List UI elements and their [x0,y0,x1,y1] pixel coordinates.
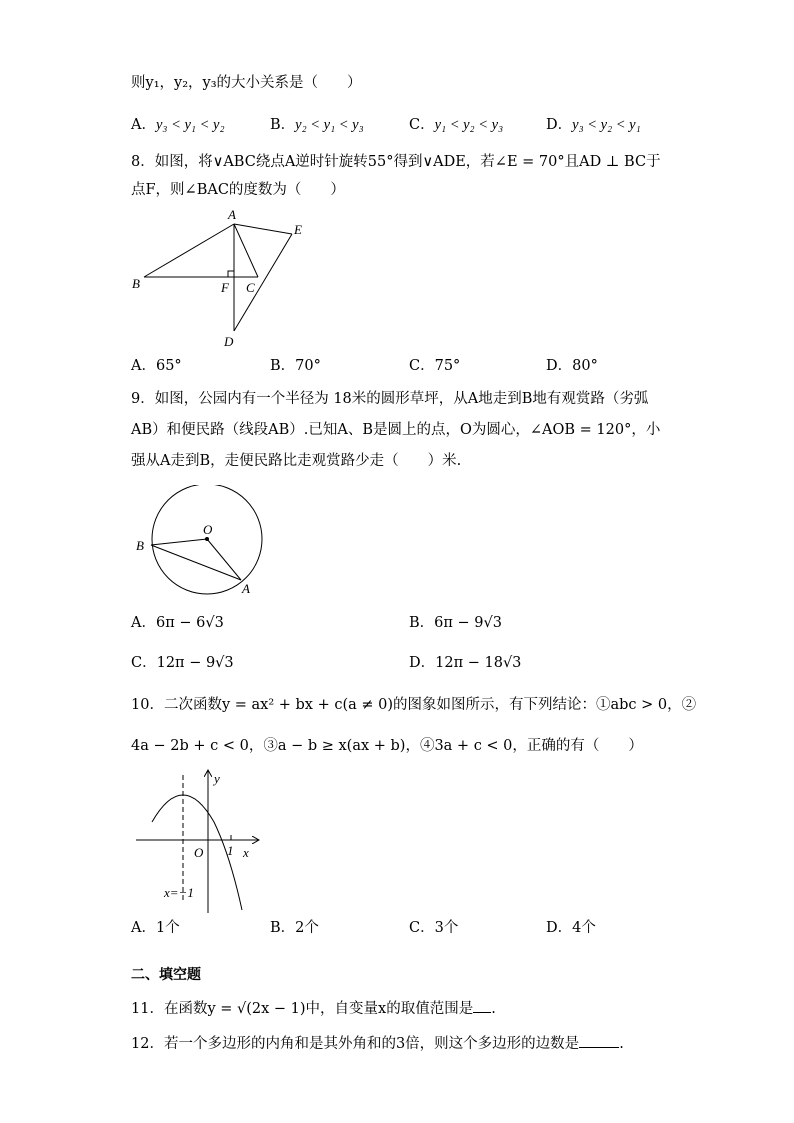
q9-option-b[interactable] [409,613,502,633]
q7-option-c[interactable] [409,115,503,135]
q10-label-x: x [243,845,249,860]
q8-segment-de [234,234,292,331]
q10-option-c[interactable] [409,918,458,938]
q7-option-d-label: D． [546,117,573,133]
q12-line [131,1033,624,1054]
q9-option-b-label: B． [409,615,435,631]
q7-option-a-text: y₃ < y₁ < y₂ [155,117,225,133]
q9-line2: AB）和便民路（线段AB）.已知A、B是圆上的点，O为圆心，∠AOB = 120°，小 [131,422,661,438]
q8-option-b-text: 70° [295,358,321,374]
q9-segment-ab [151,545,241,580]
q8-option-c-text: 75° [434,358,461,374]
q7-option-c-label: C． [409,117,435,133]
q8-label-a: A [228,207,236,222]
q9-option-d-label: D． [409,655,436,671]
q12-text: 12．若一个多边形的内角和是其外角和的3倍，则这个多边形的边数是 [131,1036,580,1052]
q8-segment-ae [234,224,292,234]
q8-option-b[interactable] [270,356,321,376]
q9-option-c[interactable] [131,653,234,673]
q12-period: . [619,1036,624,1052]
q11-period: . [491,1001,496,1017]
q9-option-a-text: 6π − 6√3 [155,615,224,631]
q8-option-c[interactable] [409,356,460,376]
q10-option-b-label: B． [270,920,296,936]
q9-circle-figure [130,485,270,600]
q9-line3: 强从A走到B，走便民路比走观赏路少走（ ）米. [131,453,462,469]
q7-option-b[interactable] [270,115,364,135]
q8-segment-ab [144,224,234,277]
q10-option-b[interactable] [270,918,319,938]
q10-option-d[interactable] [546,918,596,938]
q9-option-d-text: 12π − 18√3 [435,655,522,671]
q7-option-d[interactable] [546,115,641,135]
q8-option-d-text: 80° [572,358,598,374]
q8-option-d[interactable] [546,356,598,376]
q8-label-d: D [224,334,234,349]
q10-option-d-label: D． [546,920,573,936]
q10-option-c-text: 3个 [434,920,459,936]
q8-option-c-label: C． [409,358,435,374]
q7-option-b-label: B． [270,117,296,133]
q9-option-c-text: 12π − 9√3 [156,655,234,671]
q7-option-a[interactable] [131,115,224,135]
q10-option-a[interactable] [131,918,180,938]
q8-segment-ac [234,224,258,277]
q9-segment-ob [151,539,207,545]
q9-label-a: A [242,581,250,596]
q8-label-b: B [132,276,140,291]
q9-label-b: B [136,538,144,553]
q7-stem: 则y₁，y₂，y₃的大小关系是（ ） [131,75,362,91]
q10-option-b-text: 2个 [295,920,319,936]
q8-option-b-label: B． [270,358,296,374]
q9-option-c-label: C． [131,655,157,671]
q10-option-a-label: A． [131,920,156,936]
q8-label-e: E [294,222,302,237]
q8-option-a[interactable] [131,356,182,376]
q8-label-f: F [221,280,229,295]
q10-label-one: 1 [227,843,234,858]
q10-label-axis: x=−1 [164,885,194,900]
q8-line2: 点F，则∠BAC的度数为（ ） [131,182,345,198]
q10-label-o: O [194,845,204,860]
q10-option-d-text: 4个 [572,920,596,936]
q9-option-a[interactable] [131,613,224,633]
q11-answer-blank[interactable] [473,998,491,1013]
q9-label-o: O [203,522,213,537]
q11-text: 11．在函数y = √(2x − 1)中，自变量x的取值范围是 [131,1001,474,1017]
q7-option-c-text: y₁ < y₂ < y₃ [434,117,504,133]
q10-label-y: y [214,771,220,786]
q9-line1: 9．如图，公园内有一个半径为 18米的圆形草坪，从A地走到B地有观赏路（劣弧 [131,391,649,407]
q7-option-d-text: y₃ < y₂ < y₁ [572,117,641,133]
q8-right-angle-mark [228,271,234,277]
q7-option-b-text: y₂ < y₁ < y₃ [295,117,364,133]
q7-option-a-label: A． [131,117,156,133]
section-heading-fill-in: 二、填空题 [131,967,201,983]
q10-line2: 4a − 2b + c < 0，③a − b ≥ x(ax + b)，④3a + c < 0，正确的有（ ） [131,738,643,754]
q8-label-c: C [246,280,255,295]
q10-line1: 10．二次函数y = ax² + bx + c(a ≠ 0)的图象如图所示，有下列结论：①abc > 0，② [131,697,697,713]
q10-option-c-label: C． [409,920,435,936]
q8-triangle-figure [126,206,316,351]
q9-center-dot [205,537,209,541]
q8-option-d-label: D． [546,358,573,374]
q9-option-a-label: A． [131,615,156,631]
q10-option-a-text: 1个 [155,920,180,936]
q9-option-b-text: 6π − 9√3 [434,615,502,631]
q8-option-a-text: 65° [155,358,182,374]
q8-option-a-label: A． [131,358,156,374]
q10-parabola-figure [130,765,270,915]
q12-answer-blank[interactable] [579,1033,619,1048]
q11-line [131,998,496,1019]
q8-line1: 8．如图，将∨ABC绕点A逆时针旋转55°得到∨ADE，若∠E = 70°且AD ⊥ BC于 [131,154,661,170]
q9-option-d[interactable] [409,653,521,673]
